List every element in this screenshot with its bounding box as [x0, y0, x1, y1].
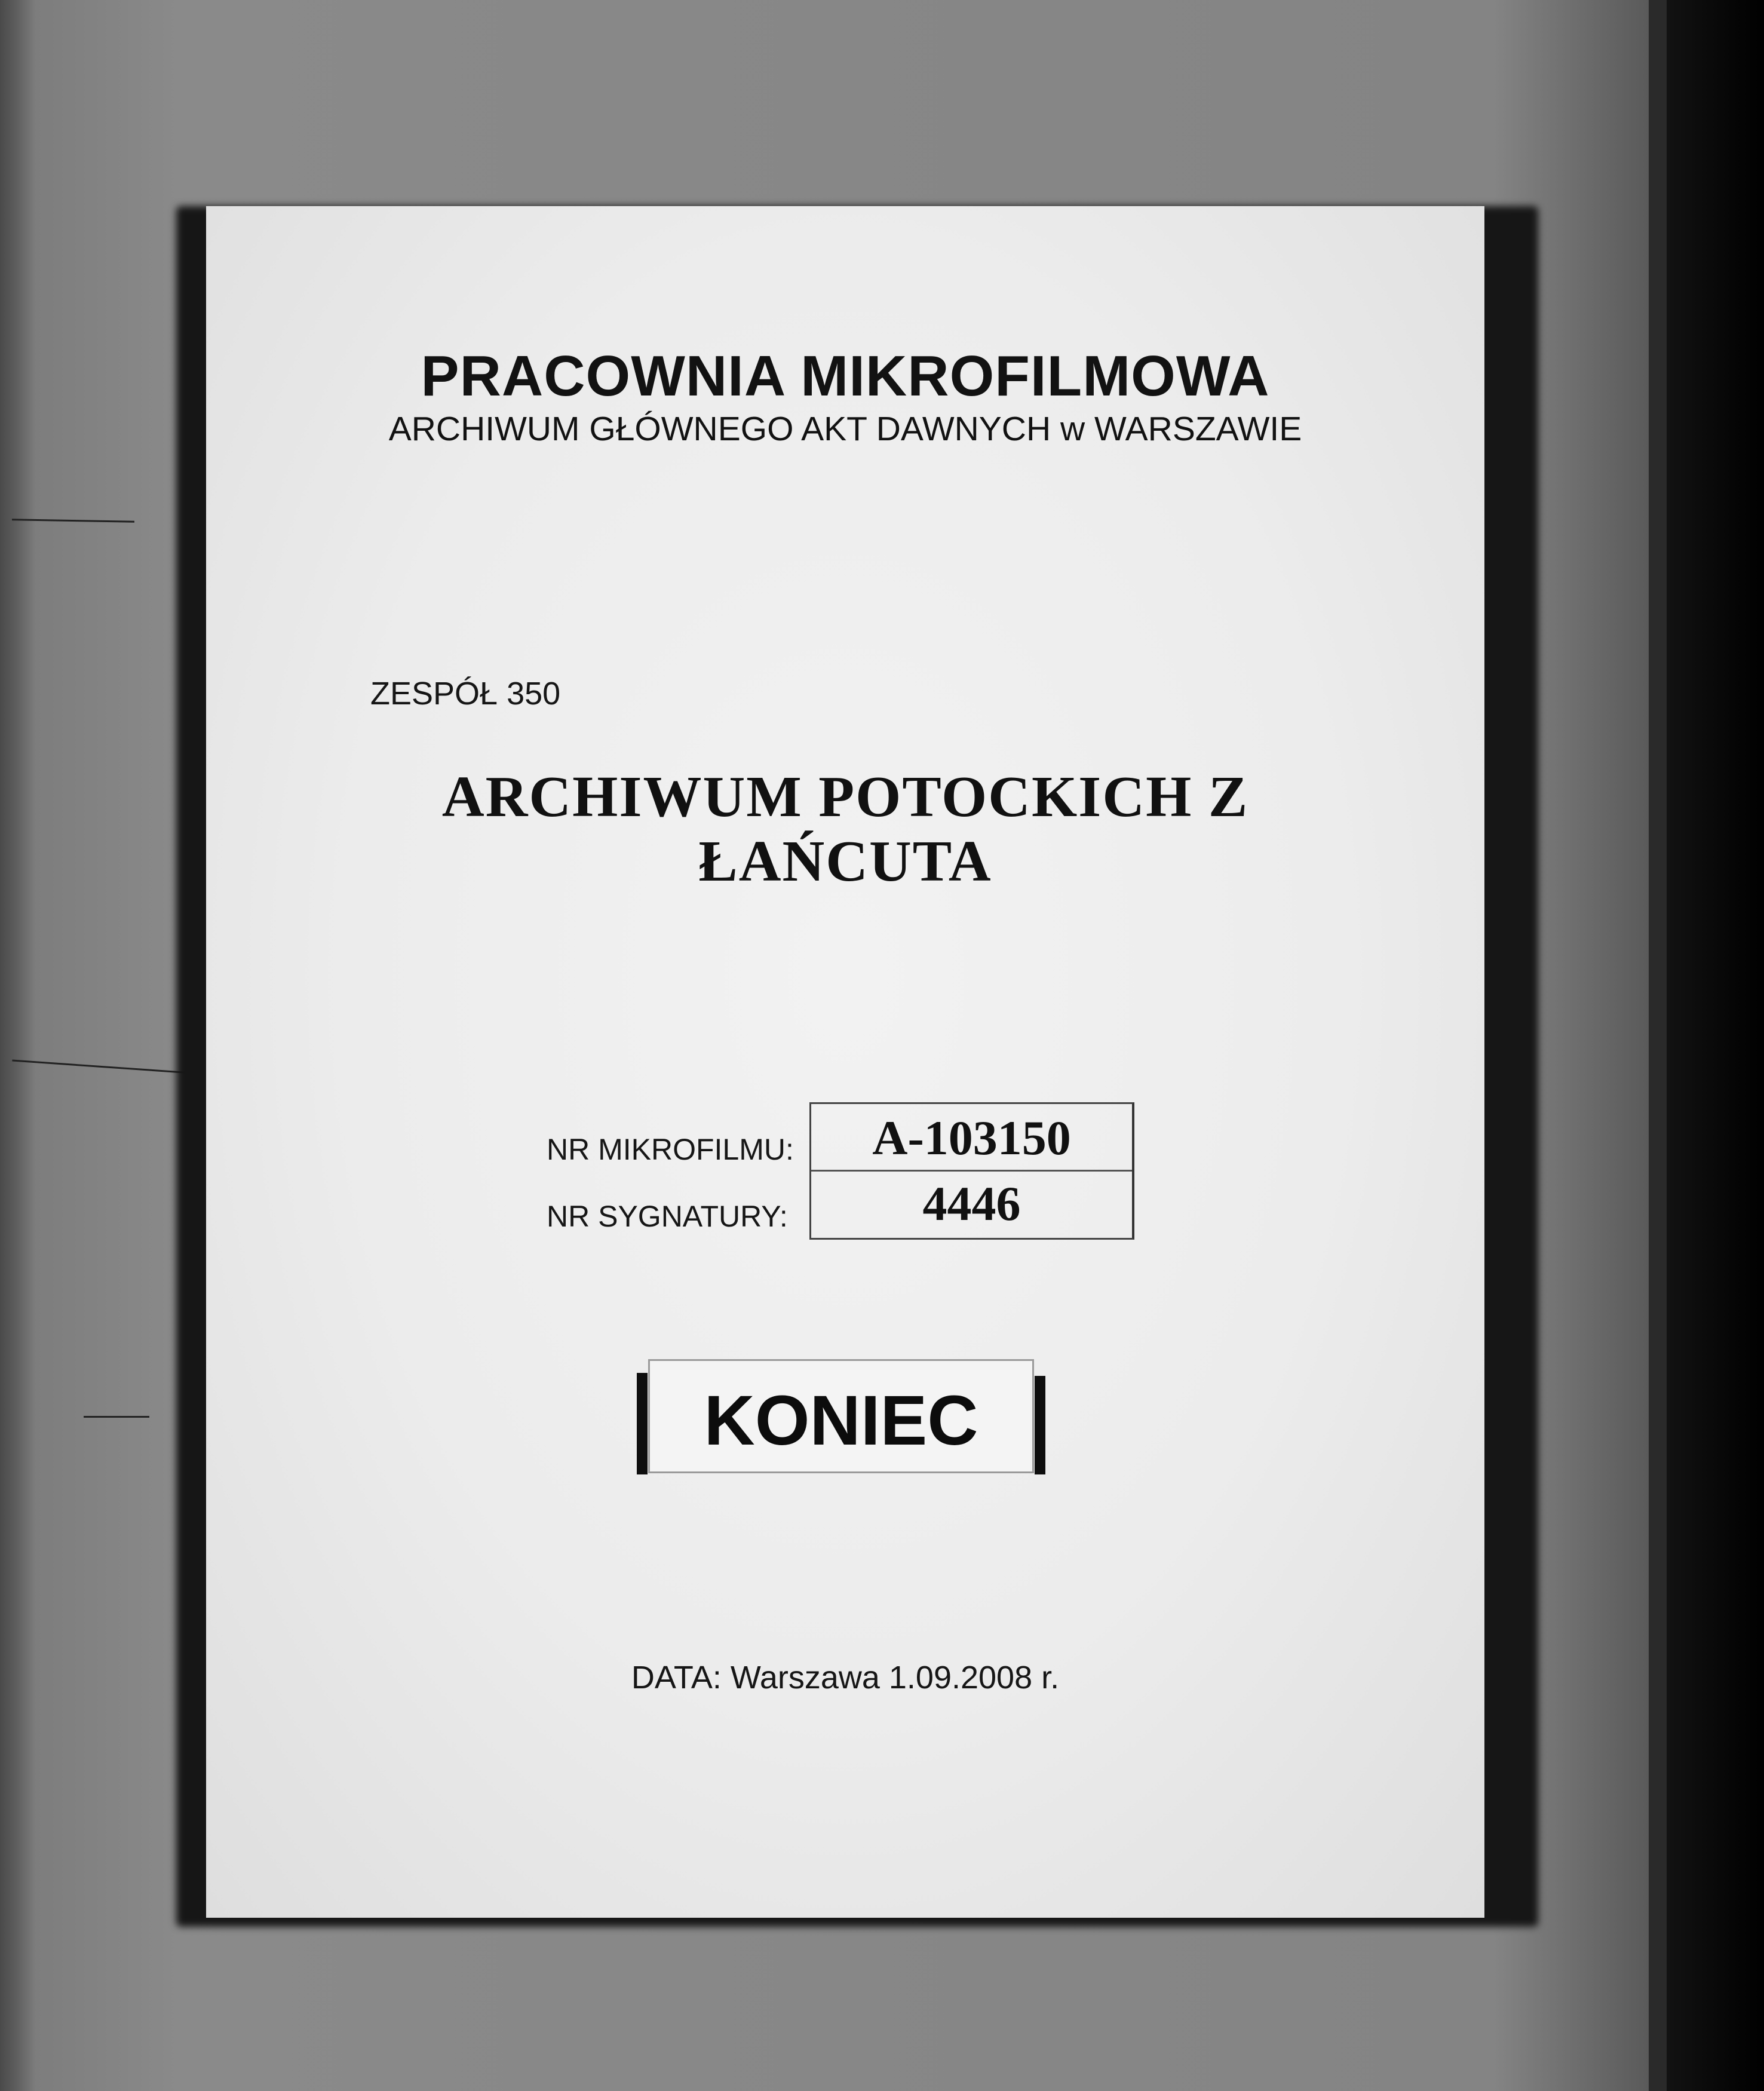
microfilm-number: A-103150 [872, 1111, 1071, 1165]
film-edge [1649, 0, 1667, 2091]
end-marker-bar-right [1035, 1376, 1045, 1474]
collection-name [206, 765, 1484, 894]
box-divider [811, 1170, 1132, 1172]
fond-number: ZESPÓŁ 350 [370, 676, 561, 712]
end-marker: KONIEC [704, 1381, 978, 1460]
collection-name-line1: ARCHIWUM POTOCKICH Z [441, 765, 1249, 829]
lab-title: PRACOWNIA MIKROFILMOWA [421, 344, 1270, 408]
archive-target-card [206, 206, 1484, 1918]
signature-number: 4446 [922, 1176, 1021, 1231]
identifier-box [809, 1102, 1134, 1240]
end-marker-box [648, 1359, 1034, 1473]
date-line: DATA: Warszawa 1.09.2008 r. [631, 1660, 1060, 1696]
signature-label: NR SYGNATURY: [547, 1200, 788, 1233]
microfilm-label: NR MIKROFILMU: [547, 1133, 794, 1166]
film-scratch [84, 1416, 149, 1418]
lab-subtitle: ARCHIWUM GŁÓWNEGO AKT DAWNYCH w WARSZAWIE [388, 410, 1302, 448]
end-marker-bar-left [637, 1373, 648, 1474]
collection-name-line2: ŁAŃCUTA [698, 829, 992, 894]
